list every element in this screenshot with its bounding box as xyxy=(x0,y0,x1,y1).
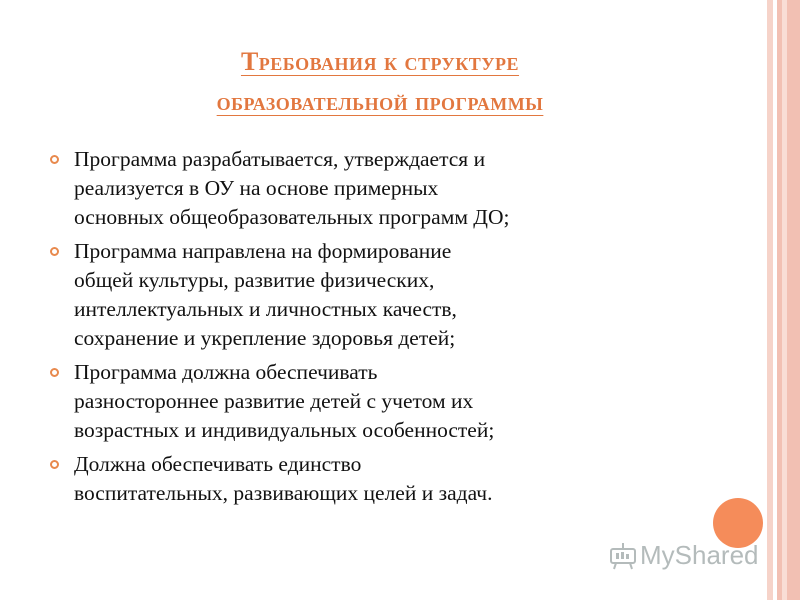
bullet-list xyxy=(50,145,700,513)
watermark xyxy=(608,538,759,572)
bullet-text: Должна обеспечивать единство воспитательных, развивающих целей и задач. xyxy=(74,452,493,505)
decorative-stripe xyxy=(777,0,800,600)
bullet-circle-icon xyxy=(50,368,59,377)
slide-title-line-1: Требования к структуре xyxy=(240,47,520,76)
decorative-stripe xyxy=(767,0,773,600)
bullet-item xyxy=(50,237,700,353)
bullet-circle-icon xyxy=(50,247,59,256)
bullet-circle-icon xyxy=(50,460,59,469)
watermark-text: MyShared xyxy=(640,539,759,570)
bullet-text: Программа должна обеспечивать разностороннее развитие детей с учетом их возрастных и индивидуальных особенностей; xyxy=(74,360,495,442)
bullet-item xyxy=(50,145,700,232)
slide-title-line-2: образовательной программы xyxy=(216,87,544,116)
decorative-stripe xyxy=(782,0,787,600)
bullet-text: Программа направлена на формирование общей культуры, развитие физических, интеллектуальных и личностных качеств, сохранение и укрепление здоровья детей; xyxy=(74,239,457,350)
bullet-item xyxy=(50,358,700,445)
bullet-circle-icon xyxy=(50,155,59,164)
slide-title xyxy=(60,42,700,122)
myshared-logo-icon xyxy=(608,540,638,570)
bullet-text: Программа разрабатывается, утверждается и реализуется в ОУ на основе примерных основных общеобразовательных программ ДО; xyxy=(74,147,510,229)
bullet-item xyxy=(50,450,700,508)
